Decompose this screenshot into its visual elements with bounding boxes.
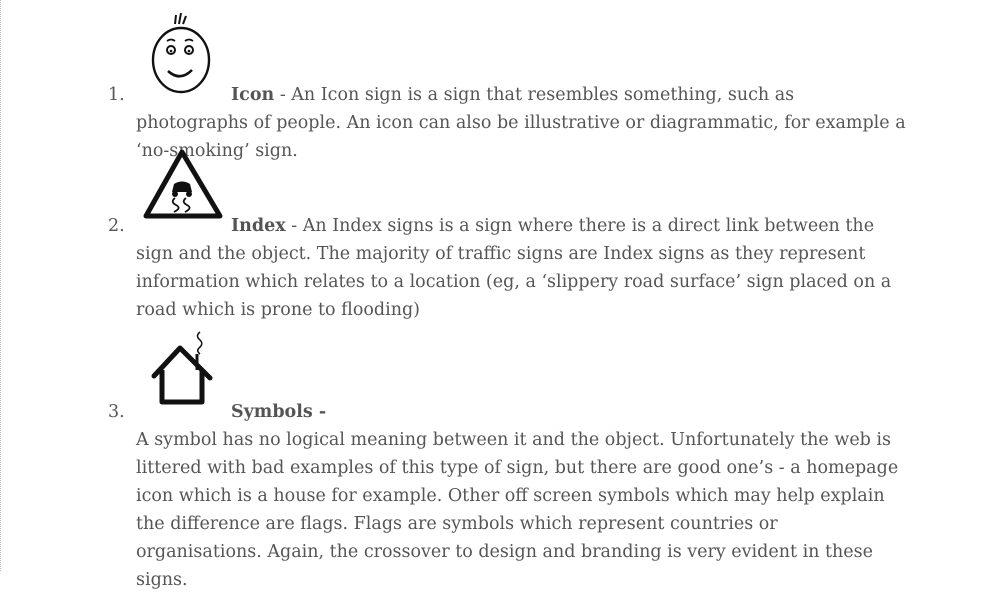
definition-text: people. An icon can also be illustrative or diagrammatic, for example a ‘no-smoking’ sign. bbox=[136, 113, 906, 161]
definition-line: - An Index signs is a sign where there is a direct link between the sign bbox=[136, 216, 875, 264]
list-number: 1. bbox=[108, 85, 125, 105]
definition-line: - An Icon sign is a sign that resembles something, such as photographs of bbox=[136, 85, 795, 133]
list-number: 3. bbox=[108, 402, 125, 422]
list-number: 2. bbox=[108, 216, 125, 236]
term-symbols: Symbols - bbox=[231, 402, 327, 422]
term-index: Index bbox=[231, 216, 286, 236]
term-icon: Icon bbox=[231, 85, 275, 105]
definition-text: A symbol has no logical meaning between it and the object. Unfortunately the web is littered with bad examples of this type of sign, but there are good one’s - a homepage icon which is a house for example. Other off screen symbols which may help explain the difference are flags. Flags are symbols which represent countries or organisations. Again, the crossover to design and branding is very evident in these signs. bbox=[136, 430, 899, 590]
list-item-paragraph bbox=[136, 398, 906, 426]
page-left-border bbox=[0, 0, 1, 571]
list-item-paragraph bbox=[136, 212, 906, 324]
slippery-road-sign-icon bbox=[142, 148, 224, 222]
list-item-paragraph-body bbox=[136, 426, 906, 594]
list-item-paragraph bbox=[136, 81, 906, 165]
definition-text: and the object. The majority of traffic signs are Index signs as they represent information which relates to a location (eg, a ‘slippery road surface’ sign placed on a road which is prone to flooding) bbox=[136, 244, 892, 320]
house-icon bbox=[148, 328, 218, 408]
